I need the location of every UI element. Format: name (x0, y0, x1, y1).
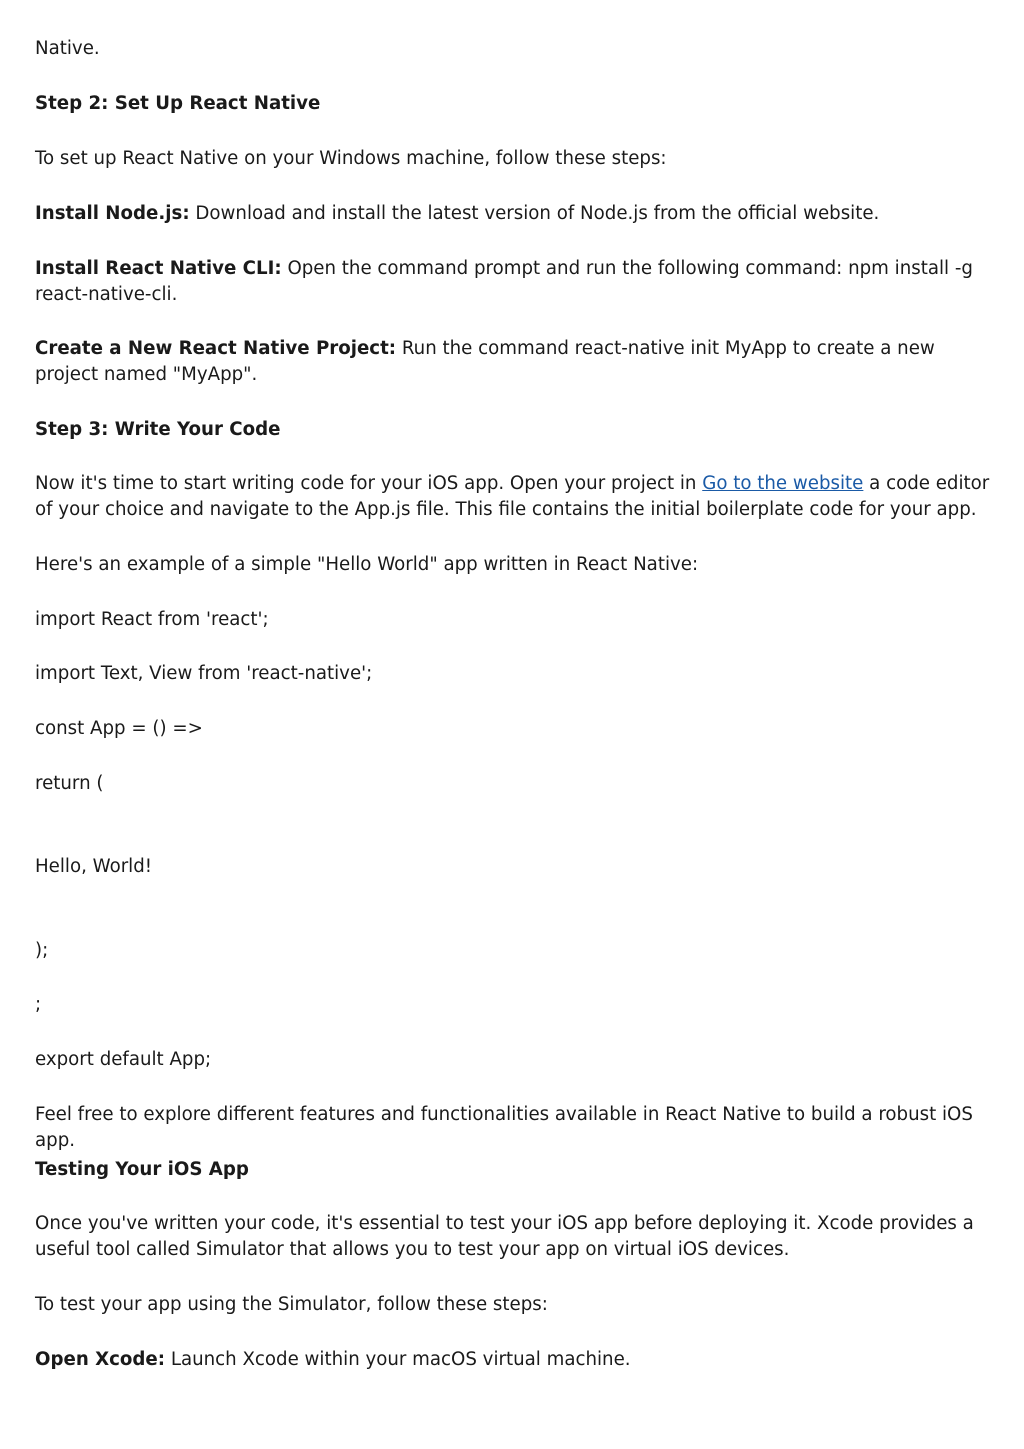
code-line-1: import React from 'react'; (35, 609, 269, 630)
code-line-2: import Text, View from 'react-native'; (35, 663, 373, 684)
example-intro: Here's an example of a simple "Hello World" app written in React Native: (35, 554, 699, 575)
step-install-node: Install Node.js: Download and install the latest version of Node.js from the official website. (35, 203, 880, 224)
code-line-8: export default App; (35, 1049, 212, 1070)
testing-intro: Once you've written your code, it's essential to test your iOS app before deploying it. Xcode provides a useful tool called Simulator that allows you to test your app on virtual iOS devices. (35, 1213, 974, 1260)
code-line-4: return ( (35, 773, 104, 794)
testing-heading: Testing Your iOS App (35, 1159, 249, 1180)
step2-intro: To set up React Native on your Windows machine, follow these steps: (35, 148, 667, 169)
step-create-project: Create a New React Native Project: Run the command react-native init MyApp to create a new project named "MyApp". (35, 338, 935, 385)
code-line-3: const App = () => (35, 718, 203, 739)
paragraph-fragment: Native. (35, 38, 100, 59)
code-intro-paragraph: Now it's time to start writing code for your iOS app. Open your project in Go to the website a code editor of your choice and navigate to the App.js file. This file contains the initial boilerplate code for your app. (35, 473, 990, 520)
explore-paragraph: Feel free to explore different features and functionalities available in React Native to build a robust iOS app. (35, 1104, 973, 1151)
code-line-6: ); (35, 940, 49, 961)
step3-heading: Step 3: Write Your Code (35, 419, 281, 440)
step-open-xcode: Open Xcode: Launch Xcode within your macOS virtual machine. (35, 1349, 631, 1370)
step2-heading: Step 2: Set Up React Native (35, 93, 321, 114)
code-line-5: Hello, World! (35, 856, 153, 877)
code-line-7: ; (35, 994, 42, 1015)
simulator-intro: To test your app using the Simulator, follow these steps: (35, 1294, 548, 1315)
step-install-cli: Install React Native CLI: Open the command prompt and run the following command: npm install -g react-native-cli. (35, 258, 973, 305)
website-link[interactable]: Go to the website (702, 473, 864, 494)
